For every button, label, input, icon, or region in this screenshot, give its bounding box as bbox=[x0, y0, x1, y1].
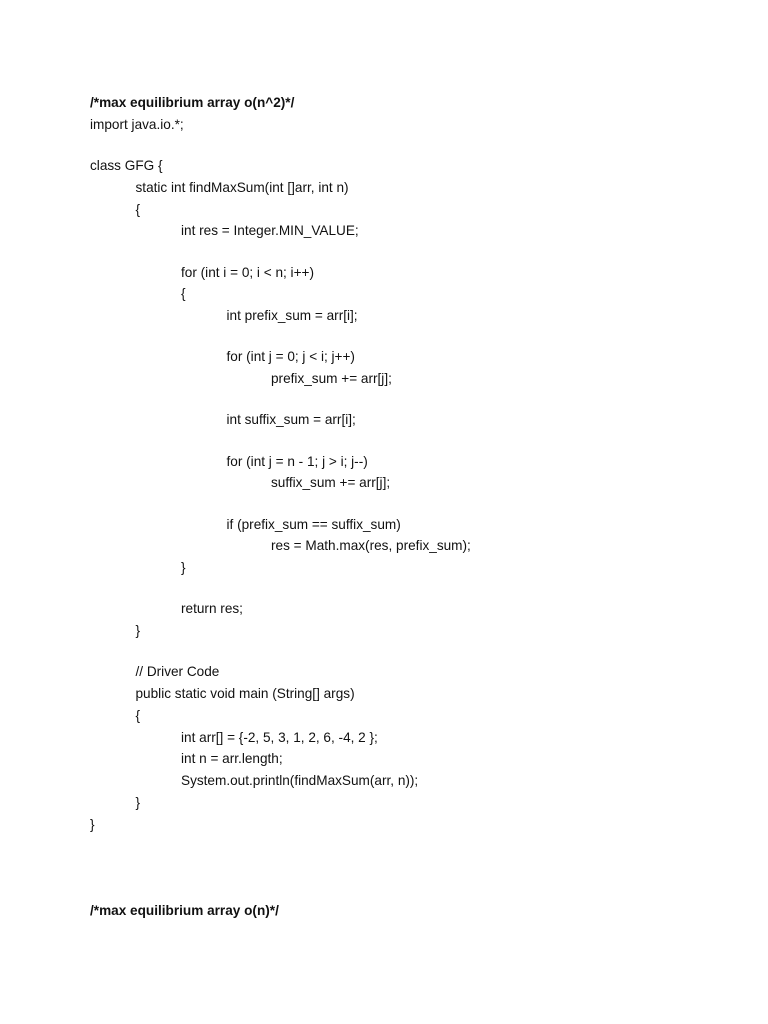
code-heading-linear: /*max equilibrium array o(n)*/ bbox=[90, 903, 279, 918]
blank-line bbox=[90, 579, 730, 598]
code-line: prefix_sum += arr[j]; bbox=[271, 371, 392, 387]
code-line: int prefix_sum = arr[i]; bbox=[226, 308, 358, 324]
code-line: public static void main (String[] args) bbox=[135, 686, 355, 702]
code-line: int arr[] = {-2, 5, 3, 1, 2, 6, -4, 2 }; bbox=[181, 729, 378, 745]
code-line: class GFG { bbox=[90, 157, 163, 173]
code-line: { bbox=[181, 286, 186, 302]
code-line: for (int j = n - 1; j > i; j--) bbox=[226, 453, 368, 469]
code-line: int res = Integer.MIN_VALUE; bbox=[181, 223, 359, 239]
code-line: int suffix_sum = arr[i]; bbox=[226, 412, 356, 428]
code-line: res = Math.max(res, prefix_sum); bbox=[271, 538, 471, 554]
code-line: int n = arr.length; bbox=[181, 751, 283, 767]
code-line: // Driver Code bbox=[135, 664, 220, 680]
code-line: static int findMaxSum(int []arr, int n) bbox=[135, 179, 349, 195]
blank-line bbox=[90, 242, 730, 261]
code-line: } bbox=[135, 623, 141, 639]
code-line: { bbox=[135, 201, 141, 217]
blank-line bbox=[90, 431, 730, 450]
blank-line bbox=[90, 390, 730, 409]
code-line: import java.io.*; bbox=[90, 116, 184, 132]
code-line: { bbox=[135, 707, 141, 723]
blank-line bbox=[90, 642, 730, 661]
code-heading-quadratic: /*max equilibrium array o(n^2)*/ bbox=[90, 95, 295, 110]
code-line: if (prefix_sum == suffix_sum) bbox=[226, 516, 401, 532]
code-line: } bbox=[181, 560, 186, 576]
code-block bbox=[90, 92, 730, 836]
code-line: for (int j = 0; j < i; j++) bbox=[226, 349, 355, 365]
blank-line bbox=[90, 136, 730, 155]
code-line: } bbox=[90, 816, 95, 832]
code-line: } bbox=[135, 795, 141, 811]
code-line: System.out.println(findMaxSum(arr, n)); bbox=[181, 773, 419, 789]
blank-line bbox=[90, 327, 730, 346]
code-lines bbox=[90, 114, 730, 836]
code-line: return res; bbox=[181, 601, 243, 617]
code-line: for (int i = 0; i < n; i++) bbox=[181, 264, 314, 280]
blank-line bbox=[90, 494, 730, 513]
code-line: suffix_sum += arr[j]; bbox=[271, 475, 391, 491]
